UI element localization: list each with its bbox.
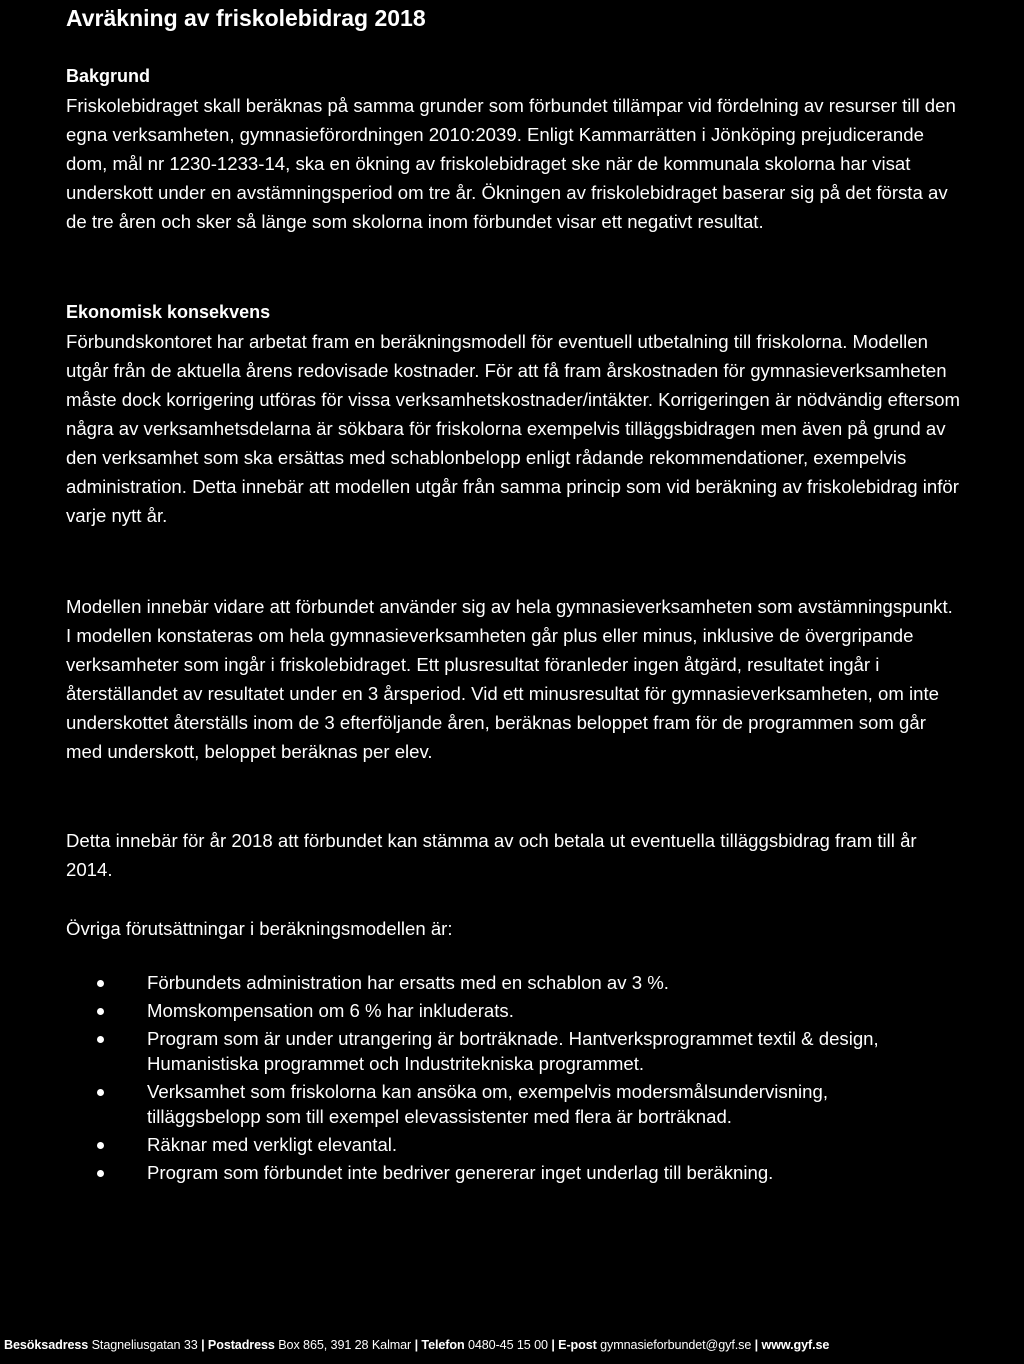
bullet-icon	[97, 980, 104, 987]
assumptions-list	[66, 970, 946, 1188]
list-item-text: Förbundets administration har ersatts med en schablon av 3 %.	[147, 972, 669, 993]
paragraph-ovriga: Övriga förutsättningar i beräkningsmodellen är:	[66, 918, 453, 939]
document-title: Avräkning av friskolebidrag 2018	[66, 5, 426, 31]
section-heading: Bakgrund	[66, 66, 151, 86]
footer-phone-number: 0480-45 15 00	[467, 1338, 548, 1352]
footer-visit-address: Stagneliusgatan 33	[91, 1338, 198, 1352]
section-text: Friskolebidraget skall beräknas på samma grunder som förbundet tillämpar vid fördelning av resurser till den egna verksamheten, gymnasieförordningen 2010:2039. Enligt Kammarrätten i Jönköping prejudicerande dom, mål nr 1230-1233-14, ska en ökning av friskolebidraget ske när de kommunala skolorna har visat underskott under en avstämningsperiod om tre år. Ökningen av friskolebidraget baserar sig på det första av de tre åren och sker så länge som skolorna inom förbundet visar ett negativt resultat.	[66, 95, 956, 232]
footer-separator: |	[551, 1338, 555, 1352]
bullet-icon	[97, 1089, 104, 1096]
list-item	[66, 970, 946, 995]
section-text: Förbundskontoret har arbetat fram en beräkningsmodell för eventuell utbetalning till friskolorna. Modellen utgår från de aktuella årens redovisade kostnader. För att få fram årskostnaden för gymnasieverksamheten måste dock korrigering utföras för vissa verksamhetskostnader/intäkter. Korrigeringen är nödvändig eftersom några av verksamhetsdelarna är sökbara för friskolorna exempelvis tilläggsbidragen men även på grund av den verksamhet som ska ersättas med schablonbelopp enligt rådande rekommendationer, exempelvis administration. Detta innebär att modellen utgår från samma princip som vid beräkning av friskolebidrag inför varje nytt år.	[66, 331, 960, 526]
footer-visit-label: Besöksadress	[4, 1338, 89, 1352]
footer-separator: |	[414, 1338, 418, 1352]
footer-post-address: Box 865, 391 28 Kalmar	[278, 1338, 412, 1352]
footer-phone-label: Telefon	[421, 1338, 465, 1352]
section-bakgrund	[66, 62, 961, 236]
footer-email-label: E-post	[558, 1338, 597, 1352]
section-heading: Ekonomisk konsekvens	[66, 302, 271, 322]
footer-separator: |	[201, 1338, 205, 1352]
list-item	[66, 1160, 946, 1185]
list-item	[66, 1132, 946, 1157]
paragraph-modellen: Modellen innebär vidare att förbundet använder sig av hela gymnasieverksamheten som avstämningspunkt. I modellen konstateras om hela gymnasieverksamheten går plus eller minus, inklusive de övergripande verksamheter som ingår i friskolebidraget. Ett plusresultat föranleder ingen åtgärd, resultatet ingår i återställandet av resultatet under en 3 årsperiod. Vid ett minusresultat för gymnasieverksamheten, om inte underskottet återställs inom de 3 efterföljande åren, beräknas beloppet fram för de programmen som går med underskott, beloppet beräknas per elev.	[66, 596, 953, 762]
paragraph-detta: Detta innebär för år 2018 att förbundet kan stämma av och betala ut eventuella tilläggsbidrag fram till år 2014.	[66, 830, 917, 880]
list-item	[66, 1079, 946, 1129]
footer-website-link[interactable]: www.gyf.se	[761, 1338, 830, 1352]
section-ekonomisk-konsekvens	[66, 298, 961, 530]
bullet-icon	[97, 1170, 104, 1177]
list-item-text: Program som förbundet inte bedriver genererar inget underlag till beräkning.	[147, 1162, 774, 1183]
list-item-text: Momskompensation om 6 % har inkluderats.	[147, 1000, 514, 1021]
footer-email-link[interactable]: gymnasieforbundet@gyf.se	[600, 1338, 752, 1352]
list-item-text: Verksamhet som friskolorna kan ansöka om, exempelvis modersmålsundervisning, tilläggsbelopp som till exempel elevassistenter med flera är borträknad.	[147, 1081, 829, 1127]
footer-post-label: Postadress	[207, 1338, 275, 1352]
bullet-icon	[97, 1008, 104, 1015]
list-item	[66, 1026, 946, 1076]
footer-separator: |	[754, 1338, 759, 1352]
bullet-icon	[97, 1036, 104, 1043]
footer-contact	[4, 1337, 1022, 1353]
list-item	[66, 998, 946, 1023]
list-item-text: Räknar med verkligt elevantal.	[147, 1134, 398, 1155]
list-item-text: Program som är under utrangering är borträknade. Hantverksprogrammet textil & design, Humanistiska programmet och Industritekniska programmet.	[147, 1028, 879, 1074]
bullet-icon	[97, 1142, 104, 1149]
